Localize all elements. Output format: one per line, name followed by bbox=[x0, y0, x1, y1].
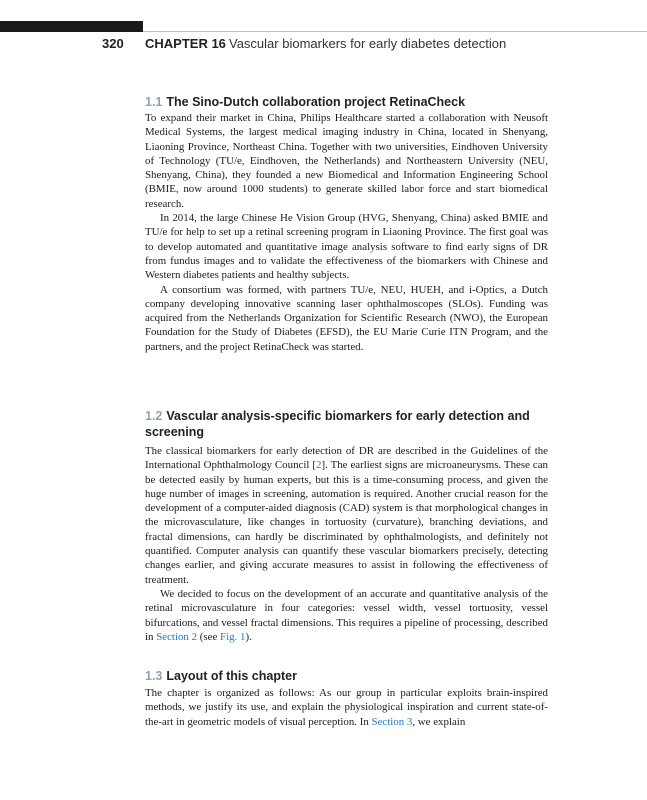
paragraph bbox=[145, 587, 548, 644]
section-heading-1-3 bbox=[145, 668, 555, 684]
section-link[interactable]: Section 3 bbox=[371, 715, 413, 728]
text-run: ]. The earliest signs are microaneurysms. These can be detected easily by human experts, but this is a time-consuming process, and given the huge number of images in screening, automation is required. Another crucial reason for the development of a computer-aided diagnosis (CAD) system is that morphological changes in the microvasculature, like changes in tortuosity (curvature), branching deviations, and fractal dimensions, can hardly be discriminated by ophthalmologists, and definitely not quantified. Computer analysis can quantify these vascular biomarkers precisely, detecting changes earlier, and giving accurate measures to assist in following the effectiveness of treatment. bbox=[145, 459, 548, 586]
section-body-1-1 bbox=[145, 111, 548, 354]
text-run: (see bbox=[197, 630, 221, 643]
section-body-1-3 bbox=[145, 686, 548, 729]
text-run: The classical biomarkers for early detection of DR are described in the Guidelines of the International Ophthalmology Council [ bbox=[145, 445, 548, 472]
text-run: ). bbox=[245, 630, 252, 643]
paragraph: To expand their market in China, Philips Healthcare started a collaboration with Neusoft Medical Systems, the largest medical imaging industry in China, located in Shenyang, Liaoning Province, Northeast China. Together with two universities, Eindhoven University of Technology (TU/e, Eindhoven, the Netherlands) and Northeastern University (NEU, Shenyang, China), they founded a new Biomedical and Information Engineering School (BMIE, now around 1000 students) to generate skilled labor force and start biomedical research. bbox=[145, 112, 548, 210]
citation-link[interactable]: 2 bbox=[316, 459, 322, 472]
section-number: 1.3 bbox=[145, 669, 163, 683]
text-run: We decided to focus on the development of an accurate and quantitative analysis of the retinal microvasculature in four categories: vessel width, vessel tortuosity, vessel bifurcations, and vessel fractal dimensions. This requires a pipeline of processing, described in bbox=[145, 587, 548, 643]
section-title: Vascular analysis-specific biomarkers for early detection and screening bbox=[145, 409, 530, 439]
page-number: 320 bbox=[102, 36, 124, 51]
section-heading-1-2 bbox=[145, 408, 555, 440]
section-heading-1-1 bbox=[145, 94, 555, 110]
paragraph: A consortium was formed, with partners TU/e, NEU, HUEH, and i-Optics, a Dutch company developing innovative scanning laser ophthalmoscopes (SLOs). Funding was acquired from the Netherlands Organization for Scientific Research (NWO), the European Foundation for the Study of Diabetes (EFSD), the EU Marie Curie ITN Program, and the partners, and the project RetinaCheck was started. bbox=[145, 283, 548, 353]
section-title: Layout of this chapter bbox=[166, 669, 297, 683]
section-body-1-2 bbox=[145, 444, 548, 644]
text-run: , we explain bbox=[412, 715, 466, 728]
running-header bbox=[0, 36, 647, 54]
header-bar bbox=[0, 21, 143, 32]
header-rule bbox=[143, 31, 647, 32]
figure-link[interactable]: Fig. 1 bbox=[220, 630, 246, 643]
section-title: The Sino-Dutch collaboration project RetinaCheck bbox=[166, 95, 466, 109]
section-number: 1.1 bbox=[145, 95, 163, 109]
chapter-label: CHAPTER 16 bbox=[145, 36, 226, 51]
paragraph: In 2014, the large Chinese He Vision Group (HVG, Shenyang, China) asked BMIE and TU/e for help to set up a retinal screening program in Liaoning Province. The first goal was to develop automated and quantitative image analysis software to find early signs of DR from fundus images and to validate the effectiveness of the biomarkers with Chinese and Western diabetes patients and healthy subjects. bbox=[145, 212, 548, 282]
chapter-title: Vascular biomarkers for early diabetes detection bbox=[229, 36, 507, 51]
section-number: 1.2 bbox=[145, 409, 163, 423]
text-run: The chapter is organized as follows: As our group in particular exploits brain-inspired methods, we justify its use, and explain the physiological inspiration and current state-of-the-art in geometric models of visual perception. In bbox=[145, 687, 548, 728]
section-link[interactable]: Section 2 bbox=[156, 630, 198, 643]
paragraph bbox=[145, 444, 548, 587]
paragraph bbox=[145, 686, 548, 729]
